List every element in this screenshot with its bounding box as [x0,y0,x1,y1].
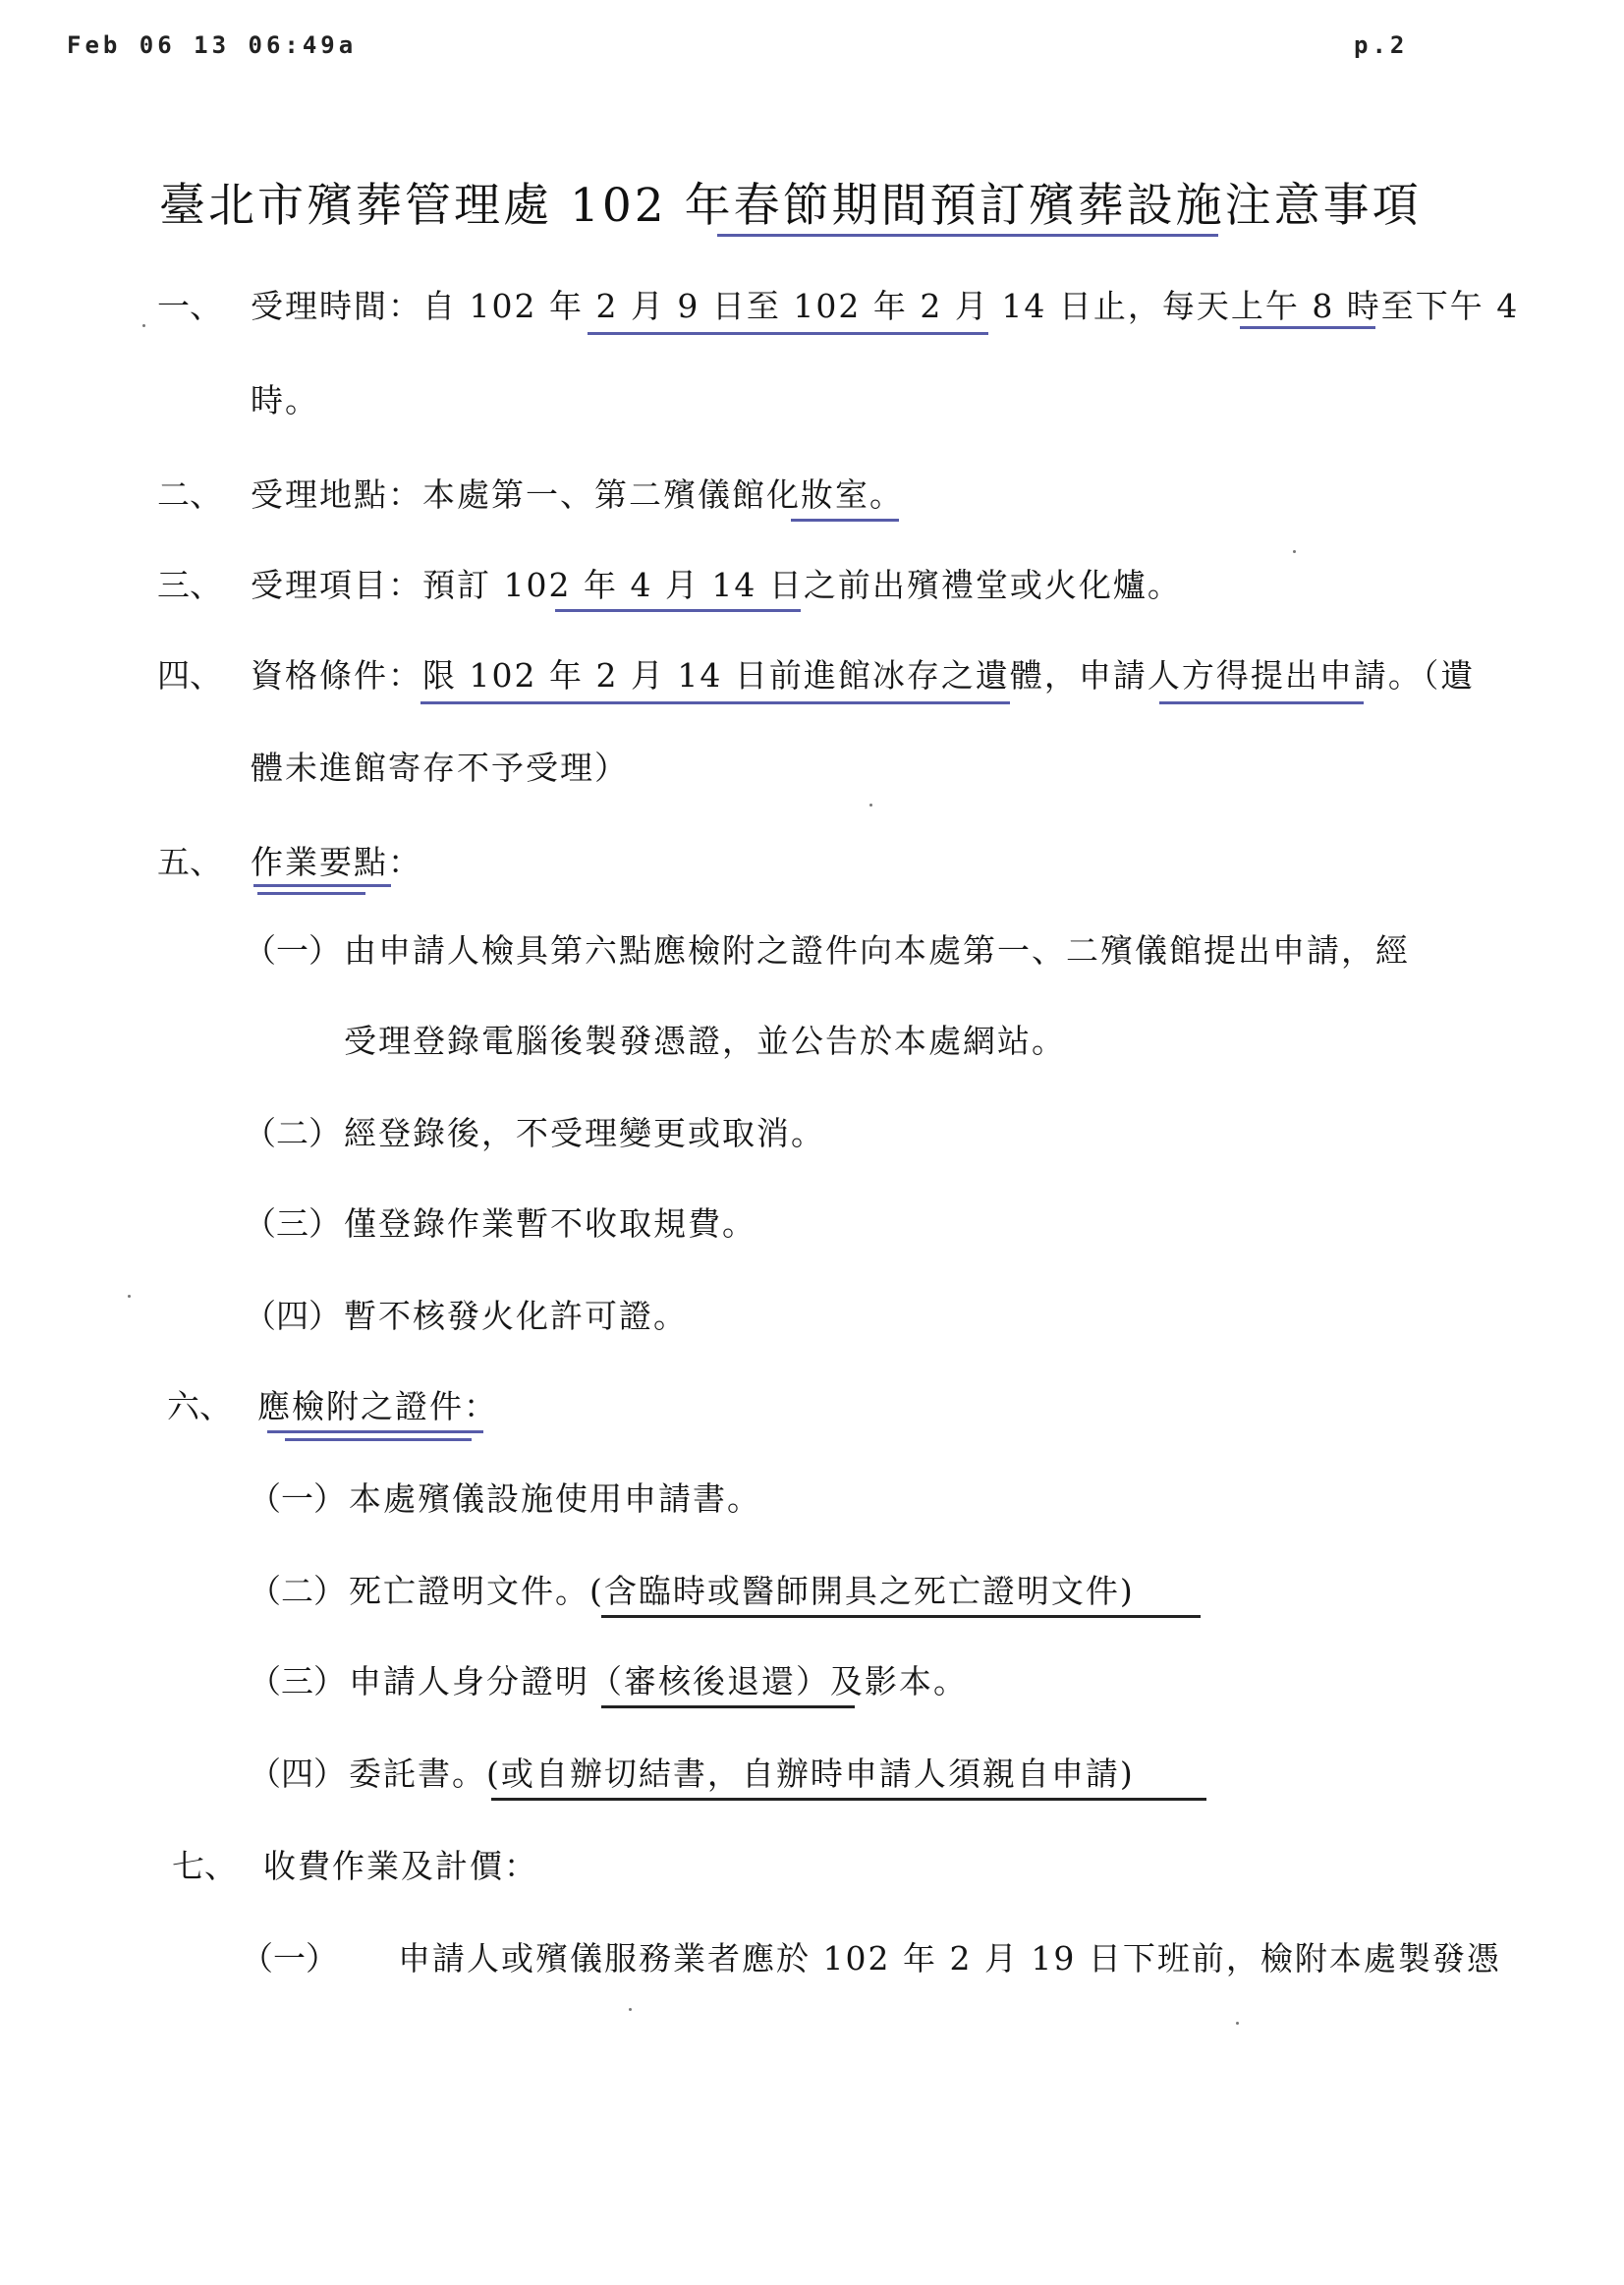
item-5-heading-underline-2 [257,892,365,895]
item-6-heading-underline-2 [285,1438,472,1441]
item-3-number: 三、 [157,566,222,604]
item-6-heading: 應檢附之證件： [257,1387,498,1425]
item-6-sub-3-underline [601,1705,855,1708]
item-5-sub-2-number: （二） [244,1114,341,1152]
item-5-sub-3-line-1: 僅登錄作業暫不收取規費。 [344,1204,756,1243]
item-2-number: 二、 [157,475,222,514]
item-1-line-1: 受理時間：自 102 年 2 月 9 日至 102 年 2 月 14 日止，每天上午 8 時至下午 4 [251,287,1520,325]
item-3-line-1: 受理項目：預訂 102 年 4 月 14 日之前出殯禮堂或火化爐。 [251,566,1182,604]
item-4-line-1: 資格條件：限 102 年 2 月 14 日前進館冰存之遺體，申請人方得提出申請。（遺 [251,656,1476,695]
item-6-sub-4-number: （四） [249,1755,346,1793]
item-6-sub-1-line-1: 本處殯儀設施使用申請書。 [349,1479,761,1518]
fax-header-timestamp: Feb 06 13 06:49a [67,31,358,59]
item-6-sub-3-number: （三） [249,1662,346,1700]
title-underline-mark [717,234,1218,237]
scan-speck [1236,2022,1239,2025]
item-1-time-underline [1240,326,1375,329]
item-6-number: 六、 [167,1387,232,1425]
scan-speck [1293,550,1296,553]
item-1-line-2: 時。 [251,381,319,419]
fax-header-page-number: p.2 [1354,31,1409,59]
item-6-sub-2-line-1: 死亡證明文件。(含臨時或醫師開具之死亡證明文件) [349,1572,1135,1610]
item-5-heading: 作業要點： [251,843,422,881]
item-4-number: 四、 [157,656,222,695]
scan-speck [629,2008,632,2011]
scan-speck [128,1295,131,1298]
item-4-line-2: 體未進館寄存不予受理） [251,749,629,787]
item-6-sub-4-line-1: 委託書。(或自辦切結書，自辦時申請人須親自申請) [349,1755,1135,1793]
item-1-number: 一、 [157,287,222,325]
item-6-sub-2-underline [601,1615,1201,1618]
item-6-heading-underline [267,1430,483,1433]
item-7-sub-1-line-1: 申請人或殯儀服務業者應於 102 年 2 月 19 日下班前，檢附本處製發憑 [398,1939,1501,1978]
document-title: 臺北市殯葬管理處 102 年春節期間預訂殯葬設施注意事項 [159,179,1422,233]
item-2-underline [791,519,899,522]
item-7-heading: 收費作業及計價： [263,1847,538,1885]
item-6-sub-1-number: （一） [249,1479,346,1518]
item-5-sub-4-number: （四） [244,1297,341,1335]
item-5-sub-1-number: （一） [244,931,341,970]
item-5-sub-1-line-1: 由申請人檢具第六點應檢附之證件向本處第一、二殯儀館提出申請，經 [344,931,1410,970]
item-3-underline [555,609,801,612]
item-6-sub-3-line-1: 申請人身分證明（審核後退還）及影本。 [349,1662,968,1700]
item-7-sub-1-number: （一） [241,1939,338,1978]
item-6-sub-2-number: （二） [249,1572,346,1610]
item-1-date-underline [588,332,988,335]
scan-speck [142,324,145,327]
item-5-number: 五、 [157,843,222,881]
item-6-sub-4-underline [491,1798,1206,1801]
scan-speck [869,804,872,807]
item-2-line-1: 受理地點：本處第一、第二殯儀館化妝室。 [251,475,904,514]
item-5-sub-4-line-1: 暫不核發火化許可證。 [344,1297,688,1335]
item-5-sub-3-number: （三） [244,1204,341,1243]
item-5-sub-1-line-2: 受理登錄電腦後製發憑證，並公告於本處網站。 [344,1022,1066,1060]
item-4-underline-b [1159,701,1364,704]
item-7-number: 七、 [172,1847,237,1885]
item-4-underline-a [420,701,1010,704]
item-5-sub-2-line-1: 經登錄後，不受理變更或取消。 [344,1114,825,1152]
item-5-heading-underline [253,884,391,887]
